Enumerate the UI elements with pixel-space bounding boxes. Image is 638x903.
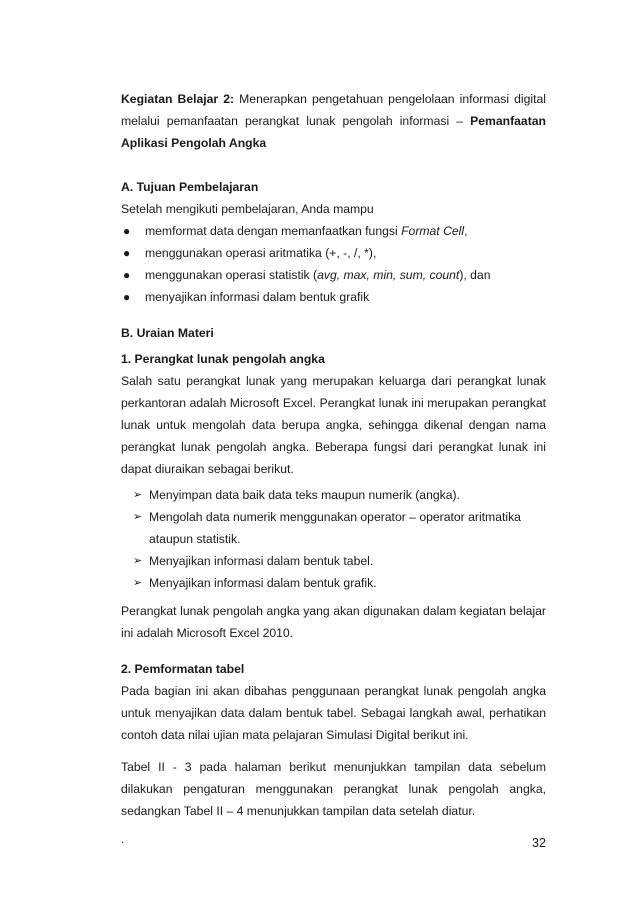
intro-paragraph <box>121 88 546 154</box>
arrow-bullet-icon: ➢ <box>133 511 143 523</box>
page-number: 32 <box>532 836 546 850</box>
objectives-list <box>121 220 546 308</box>
subsection-1-heading: 1. Perangkat lunak pengolah angka <box>121 352 325 366</box>
document-page <box>121 88 546 850</box>
list-item: ● menyajikan informasi dalam bentuk grafik <box>121 286 546 308</box>
list-item: ➢ Menyajikan informasi dalam bentuk grafik. <box>121 572 546 594</box>
subsection-1-paragraph: Salah satu perangkat lunak yang merupakan keluarga dari perangkat lunak perkantoran adalah Microsoft Excel. Perangkat lunak ini merupakan perangkat lunak untuk mengolah data berupa angka, sehingga dikenal dengan nama perangkat lunak pengolah angka. Beberapa fungsi dari perangkat lunak ini dapat diuraikan sebagai berikut. <box>121 374 546 476</box>
trailing-dot: . <box>121 832 125 846</box>
bullet-dot-icon: ● <box>123 268 131 282</box>
arrow-bullet-icon: ➢ <box>133 489 143 501</box>
intro-text: Menerapkan pengetahuan pengelolaan informasi digital melalui pemanfaatan perangkat lunak pengolah informasi – <box>121 92 546 128</box>
arrow-bullet-icon: ➢ <box>133 577 143 589</box>
subsection-2-paragraph-2: Tabel II - 3 pada halaman berikut menunjukkan tampilan data sebelum dilakukan pengaturan menggunakan perangkat lunak pengolah angka, sedangkan Tabel II – 4 menunjukkan tampilan data setelah diatur. <box>121 760 546 818</box>
section-b-heading: B. Uraian Materi <box>121 326 214 340</box>
subsection-2-heading: 2. Pemformatan tabel <box>121 662 245 676</box>
list-item: ● menggunakan operasi aritmatika (+, -, /, *), <box>121 242 546 264</box>
list-item: ● menggunakan operasi statistik (avg, max, min, sum, count), dan <box>121 264 546 286</box>
bullet-dot-icon: ● <box>123 224 131 238</box>
bullet-dot-icon: ● <box>123 290 131 304</box>
section-a-lead: Setelah mengikuti pembelajaran, Anda mampu <box>121 202 374 216</box>
functions-list <box>121 484 546 594</box>
intro-bold-end: Pemanfaatan Aplikasi Pengolah Angka <box>121 114 546 150</box>
section-a-heading: A. Tujuan Pembelajaran <box>121 180 259 194</box>
subsection-1-closing: Perangkat lunak pengolah angka yang akan digunakan dalam kegiatan belajar ini adalah Microsoft Excel 2010. <box>121 604 546 640</box>
subsection-2-paragraph-1: Pada bagian ini akan dibahas penggunaan perangkat lunak pengolah angka untuk menyajikan data dalam bentuk tabel. Sebagai langkah awal, perhatikan contoh data nilai ujian mata pelajaran Simulasi Digital berikut ini. <box>121 684 546 742</box>
list-item: ● memformat data dengan memanfaatkan fungsi Format Cell, <box>121 220 546 242</box>
arrow-bullet-icon: ➢ <box>133 555 143 567</box>
list-item: ➢ Mengolah data numerik menggunakan operator – operator aritmatika ataupun statistik. <box>121 506 546 550</box>
bullet-dot-icon: ● <box>123 246 131 260</box>
intro-label: Kegiatan Belajar 2: <box>121 92 235 106</box>
list-item: ➢ Menyajikan informasi dalam bentuk tabel. <box>121 550 546 572</box>
list-item: ➢ Menyimpan data baik data teks maupun numerik (angka). <box>121 484 546 506</box>
